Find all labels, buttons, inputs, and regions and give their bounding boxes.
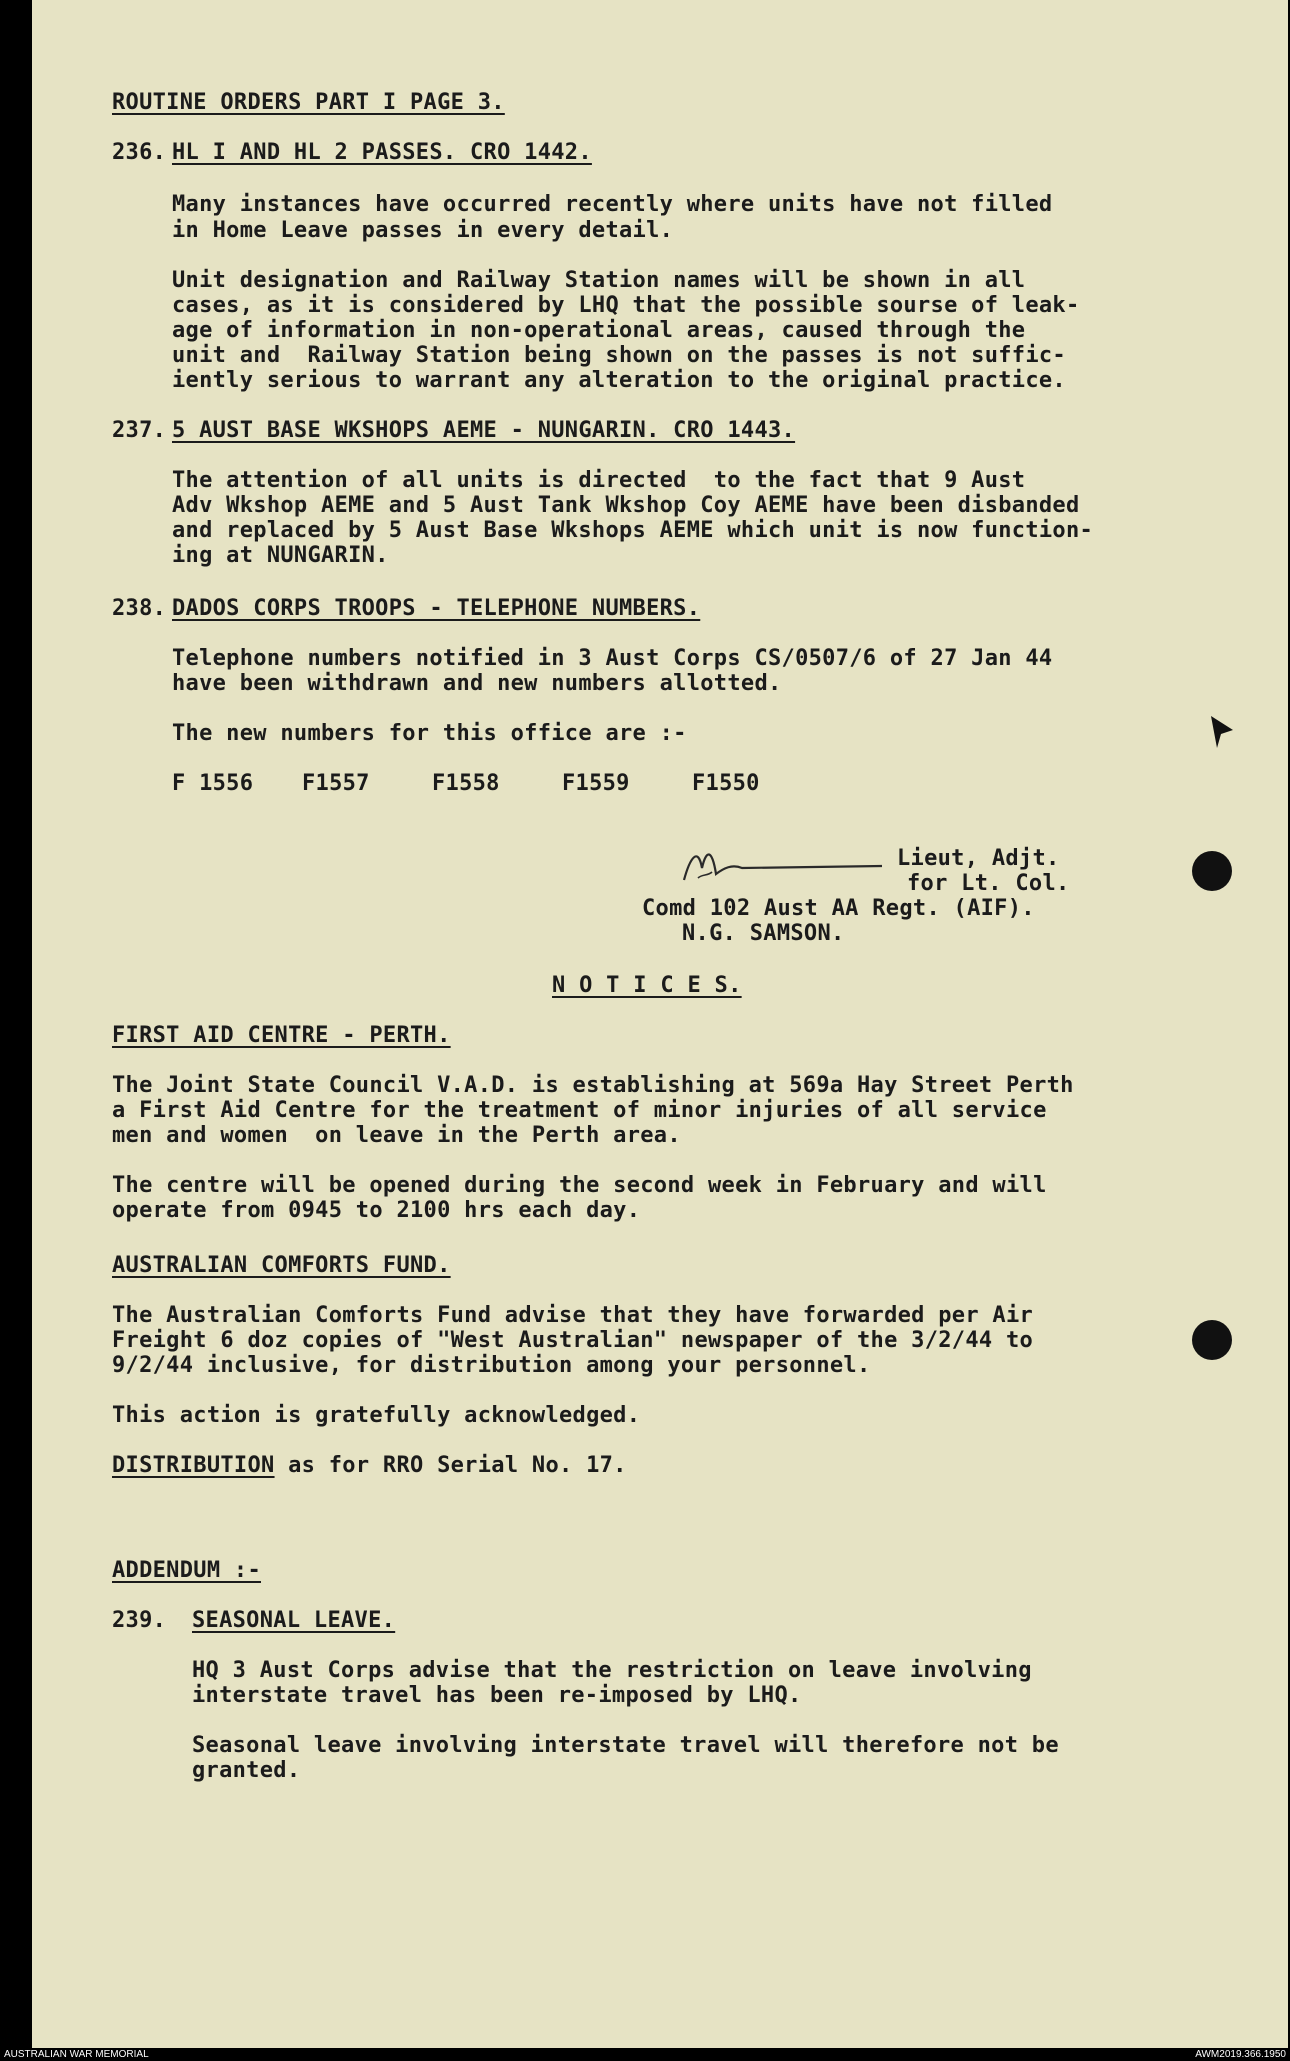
paragraph-line: in Home Leave passes in every detail. — [172, 218, 674, 243]
phone-number: F1558 — [432, 771, 500, 796]
handwritten-signature — [672, 838, 892, 888]
document-page — [32, 0, 1288, 2048]
clip-mark-icon — [1207, 712, 1237, 752]
paragraph-line: age of information in non-operational areas, caused through the — [172, 318, 1026, 343]
phone-number: F 1556 — [172, 771, 254, 796]
signature-line: for Lt. Col. — [907, 871, 1070, 896]
notice-heading: AUSTRALIAN COMFORTS FUND. — [112, 1253, 451, 1278]
distribution-line — [112, 1453, 627, 1479]
phone-number: F1550 — [692, 771, 760, 796]
paragraph-line: a First Aid Centre for the treatment of minor injuries of all service — [112, 1098, 1047, 1123]
signature-line: Lieut, Adjt. — [897, 846, 1060, 871]
paragraph-line: and replaced by 5 Aust Base Wkshops AEME which unit is now function- — [172, 518, 1094, 543]
paragraph-line: This action is gratefully acknowledged. — [112, 1403, 641, 1428]
item-heading: 5 AUST BASE WKSHOPS AEME - NUNGARIN. CRO 1443. — [172, 418, 796, 443]
paragraph-line: have been withdrawn and new numbers allotted. — [172, 671, 782, 696]
addendum-label: ADDENDUM :- — [112, 1558, 261, 1583]
paragraph-line: Many instances have occurred recently where units have not filled — [172, 192, 1053, 217]
paragraph-line: Freight 6 doz copies of "West Australian" newspaper of the 3/2/44 to — [112, 1328, 1034, 1353]
paragraph-line: The Joint State Council V.A.D. is establishing at 569a Hay Street Perth — [112, 1073, 1074, 1098]
signature-line: Comd 102 Aust AA Regt. (AIF). — [642, 896, 1035, 921]
item-number: 237. — [112, 418, 167, 443]
phone-number: F1557 — [302, 771, 370, 796]
paragraph-line: ing at NUNGARIN. — [172, 543, 389, 568]
paragraph-line: The centre will be opened during the second week in February and will — [112, 1173, 1047, 1198]
signature-name: N.G. SAMSON. — [682, 921, 845, 946]
item-heading: DADOS CORPS TROOPS - TELEPHONE NUMBERS. — [172, 596, 701, 621]
paragraph-line: interstate travel has been re-imposed by LHQ. — [192, 1683, 802, 1708]
paragraph-line: operate from 0945 to 2100 hrs each day. — [112, 1198, 641, 1223]
item-number: 239. — [112, 1608, 167, 1633]
paragraph-line: Seasonal leave involving interstate travel will therefore not be — [192, 1733, 1059, 1758]
paragraph-line: unit and Railway Station being shown on the passes is not suffic- — [172, 343, 1066, 368]
item-heading: SEASONAL LEAVE. — [192, 1608, 396, 1633]
paragraph-line: The attention of all units is directed to the fact that 9 Aust — [172, 468, 1026, 493]
paragraph-line: Unit designation and Railway Station names will be shown in all — [172, 268, 1026, 293]
punch-hole-icon — [1192, 1320, 1232, 1360]
distribution-text: as for RRO Serial No. 17. — [274, 1453, 627, 1478]
paragraph-line: Telephone numbers notified in 3 Aust Corps CS/0507/6 of 27 Jan 44 — [172, 646, 1053, 671]
paragraph-line: granted. — [192, 1758, 301, 1783]
paragraph-line: HQ 3 Aust Corps advise that the restriction on leave involving — [192, 1658, 1032, 1683]
paragraph-line: iently serious to warrant any alteration to the original practice. — [172, 368, 1066, 393]
paragraph-line: Adv Wkshop AEME and 5 Aust Tank Wkshop Coy AEME have been disbanded — [172, 493, 1080, 518]
phone-number: F1559 — [562, 771, 630, 796]
punch-hole-icon — [1192, 851, 1232, 891]
paragraph-line: The new numbers for this office are :- — [172, 721, 687, 746]
item-heading: HL I AND HL 2 PASSES. CRO 1442. — [172, 140, 592, 165]
paragraph-line: men and women on leave in the Perth area. — [112, 1123, 681, 1148]
page-header: ROUTINE ORDERS PART I PAGE 3. — [112, 90, 505, 115]
distribution-label: DISTRIBUTION — [112, 1453, 275, 1478]
item-number: 238. — [112, 596, 167, 621]
paragraph-line: cases, as it is considered by LHQ that the possible sourse of leak- — [172, 293, 1080, 318]
notices-title: N O T I C E S. — [552, 973, 742, 998]
footer-credit: AUSTRALIAN WAR MEMORIAL — [4, 2049, 149, 2060]
item-number: 236. — [112, 140, 167, 165]
paragraph-line: 9/2/44 inclusive, for distribution among your personnel. — [112, 1353, 871, 1378]
footer-accession-number: AWM2019.366.1950 — [1195, 2049, 1286, 2060]
paragraph-line: The Australian Comforts Fund advise that they have forwarded per Air — [112, 1303, 1034, 1328]
footer-bar — [0, 2048, 1290, 2061]
notice-heading: FIRST AID CENTRE - PERTH. — [112, 1023, 451, 1048]
